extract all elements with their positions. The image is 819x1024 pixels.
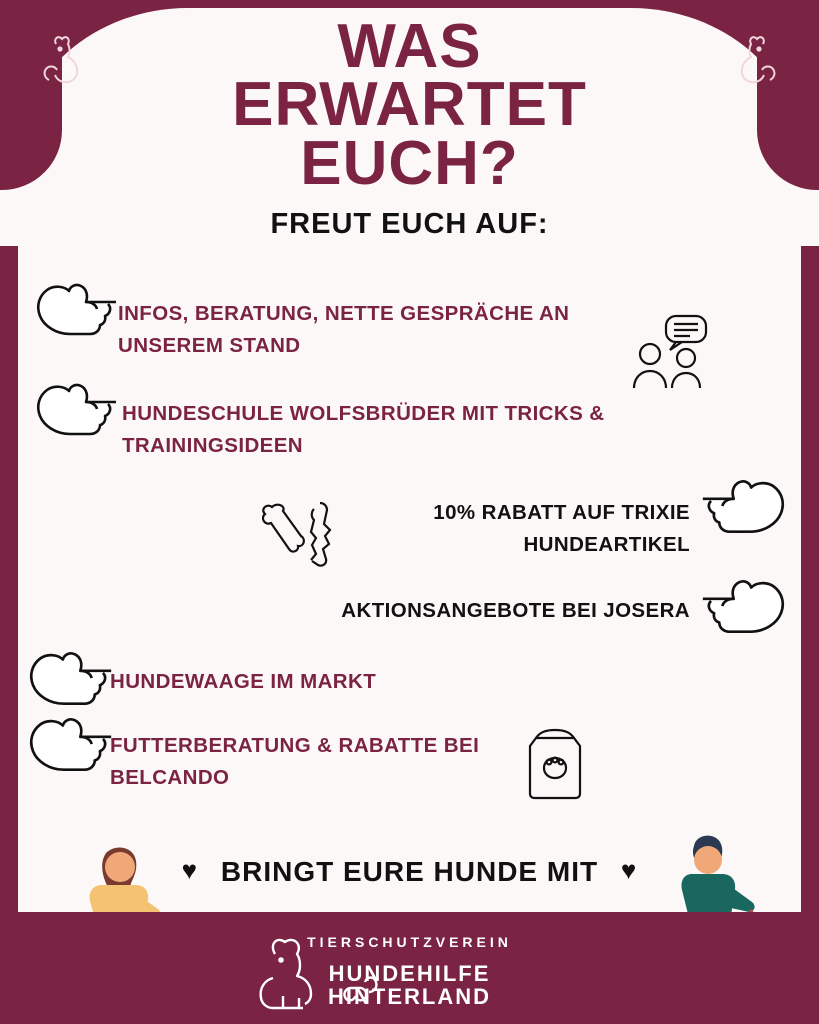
title-line-3: EUCH? [300,128,519,198]
footer-pretitle: TIERSCHUTZVEREIN [307,934,512,950]
list-item: 10% RABATT AUF TRIXIE HUNDEARTIKEL [433,501,690,556]
logo-dog-icon [255,924,405,1019]
footer-org-line-2: HINTERLAND [328,984,491,1010]
call-to-action [0,855,819,888]
footer-org-name [0,962,819,1008]
call-to-action-text: BRINGT EURE HUNDE MIT [220,856,599,887]
title-line-2: ERWARTET [232,70,587,140]
list-item: INFOS, BERATUNG, NETTE GESPRÄCHE AN UNSEREM STAND [118,302,570,357]
list-item: HUNDESCHULE WOLFSBRÜDER MIT TRICKS & TRAININGSIDEEN [122,402,605,457]
title-line-1: WAS [337,12,482,81]
pointing-hand-icon [30,272,118,344]
heart-icon: ♥ [620,855,638,885]
pointing-hand-icon [700,568,792,642]
pointing-hand-icon [28,372,120,444]
list-item: HUNDEWAAGE IM MARKT [110,670,377,693]
pointing-hand-icon [22,640,114,714]
list-item: FUTTERBERATUNG & RABATTE BEI BELCANDO [110,734,480,789]
footer-text [0,934,819,1008]
footer [0,912,819,1024]
subtitle: FREUT EUCH AUF: [270,208,549,240]
pointing-hand-icon [700,468,792,542]
footer-org-line-1: HUNDEHILFE [328,961,491,986]
heart-icon: ♥ [181,855,199,885]
pointing-hand-icon [22,706,114,780]
list-item: AKTIONSANGEBOTE BEI JOSERA [341,599,690,622]
dog-food-bag-icon [520,722,590,807]
page-title [0,12,819,198]
